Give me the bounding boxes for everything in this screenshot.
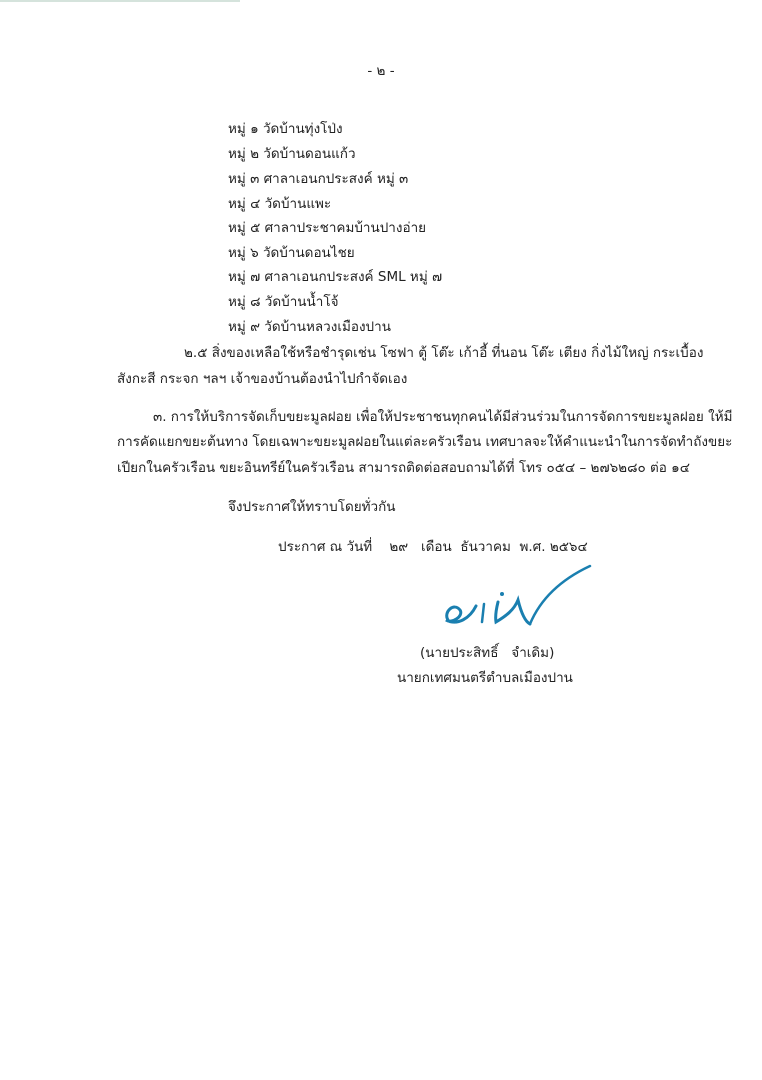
village-list-item: หมู่ ๙ วัดบ้านหลวงเมืองปาน [228, 319, 391, 335]
scan-edge-line [0, 0, 240, 2]
item-3-line-2: การคัดแยกขยะต้นทาง โดยเฉพาะขยะมูลฝอยในแต่ละครัวเรือน เทศบาลจะให้คำแนะนำในการจัดทำถังขยะ [117, 434, 733, 450]
village-list-item: หมู่ ๑ วัดบ้านทุ่งโป่ง [228, 121, 343, 137]
closing-statement: จึงประกาศให้ทราบโดยทั่วกัน [228, 499, 396, 515]
item-3-line-3: เปียกในครัวเรือน ขยะอินทรีย์ในครัวเรือน สามารถติดต่อสอบถามได้ที่ โทร ๐๕๔ – ๒๗๖๒๘๐ ต่อ ๑๔ [117, 460, 690, 476]
item-3-line-1: ๓. การให้บริการจัดเก็บขยะมูลฝอย เพื่อให้ประชาชนทุกคนได้มีส่วนร่วมในการจัดการขยะมูลฝอย ให้มี [153, 409, 733, 425]
page-number: - ๒ - [367, 63, 395, 79]
village-list-item: หมู่ ๕ ศาลาประชาคมบ้านปางอ่าย [228, 220, 427, 236]
village-list-item: หมู่ ๗ ศาลาเอนกประสงค์ SML หมู่ ๗ [228, 269, 443, 285]
signature-image [440, 560, 600, 640]
village-list-item: หมู่ ๖ วัดบ้านดอนไชย [228, 245, 355, 261]
announcement-date: ประกาศ ณ วันที่ ๒๙ เดือน ธันวาคม พ.ศ. ๒๕๖๔ [278, 539, 588, 555]
village-list-item: หมู่ ๓ ศาลาเอนกประสงค์ หมู่ ๓ [228, 171, 409, 187]
village-list-item: หมู่ ๘ วัดบ้านน้ำโจ้ [228, 294, 339, 310]
signer-title: นายกเทศมนตรีตำบลเมืองปาน [397, 670, 573, 686]
item-2-5-line-1: ๒.๕ สิ่งของเหลือใช้หรือชำรุดเช่น โซฟา ตู้ โต๊ะ เก้าอี้ ที่นอน โต๊ะ เตียง กิ่งไม้ใหญ่ กระเบื้อง [184, 345, 704, 361]
village-list-item: หมู่ ๔ วัดบ้านแพะ [228, 196, 332, 212]
village-list-item: หมู่ ๒ วัดบ้านดอนแก้ว [228, 146, 356, 162]
item-2-5-line-2: สังกะสี กระจก ฯลฯ เจ้าของบ้านต้องนำไปกำจัดเอง [117, 371, 408, 387]
signer-name: (นายประสิทธิ์ จำเดิม) [420, 645, 555, 661]
